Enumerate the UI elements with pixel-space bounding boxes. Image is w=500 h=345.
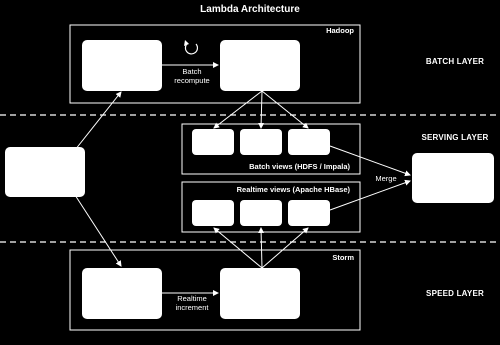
- batch-view-node-2: [240, 129, 282, 155]
- source-to-batch-arrow: [75, 92, 121, 150]
- source-to-speed-arrow: [75, 195, 121, 266]
- batch-views-label: Batch views (HDFS / Impala): [249, 162, 350, 171]
- speed-to-view-3-arrow: [262, 228, 308, 268]
- realtime-view-node-2: [240, 200, 282, 226]
- serving-layer-label: SERVING LAYER: [421, 133, 489, 142]
- batch-recompute-label-line1: Batch: [182, 67, 202, 76]
- stream-input-node: [82, 268, 162, 319]
- batch-view-node-3: [288, 129, 330, 155]
- batch-layer-label: BATCH LAYER: [425, 57, 485, 66]
- speed-layer-label: SPEED LAYER: [426, 289, 484, 298]
- realtime-increment-label-line2: increment: [175, 303, 209, 312]
- cycle-arrow-icon: [184, 40, 197, 54]
- realtime-view-node-3: [288, 200, 330, 226]
- speed-to-view-2-arrow: [261, 228, 262, 268]
- realtime-views-label: Realtime views (Apache HBase): [236, 185, 350, 194]
- batch-compute-node: [220, 40, 300, 91]
- batch-view-node-1: [192, 129, 234, 155]
- hadoop-label: Hadoop: [326, 26, 354, 35]
- merge-label: Merge: [375, 174, 397, 183]
- query-node: [412, 153, 494, 203]
- master-dataset-node: [82, 40, 162, 91]
- realtime-compute-node: [220, 268, 300, 319]
- batch-recompute-label-line2: recompute: [174, 76, 210, 85]
- batch-to-view-2-arrow: [261, 91, 262, 128]
- diagram-title: Lambda Architecture: [200, 4, 300, 15]
- realtime-view-node-1: [192, 200, 234, 226]
- speed-to-view-1-arrow: [214, 228, 262, 268]
- new-data-source-node: [5, 147, 85, 197]
- batch-to-view-1-arrow: [214, 91, 262, 128]
- realtime-increment-label-line1: Realtime: [177, 294, 207, 303]
- storm-label: Storm: [332, 253, 354, 262]
- batch-to-view-3-arrow: [262, 91, 308, 128]
